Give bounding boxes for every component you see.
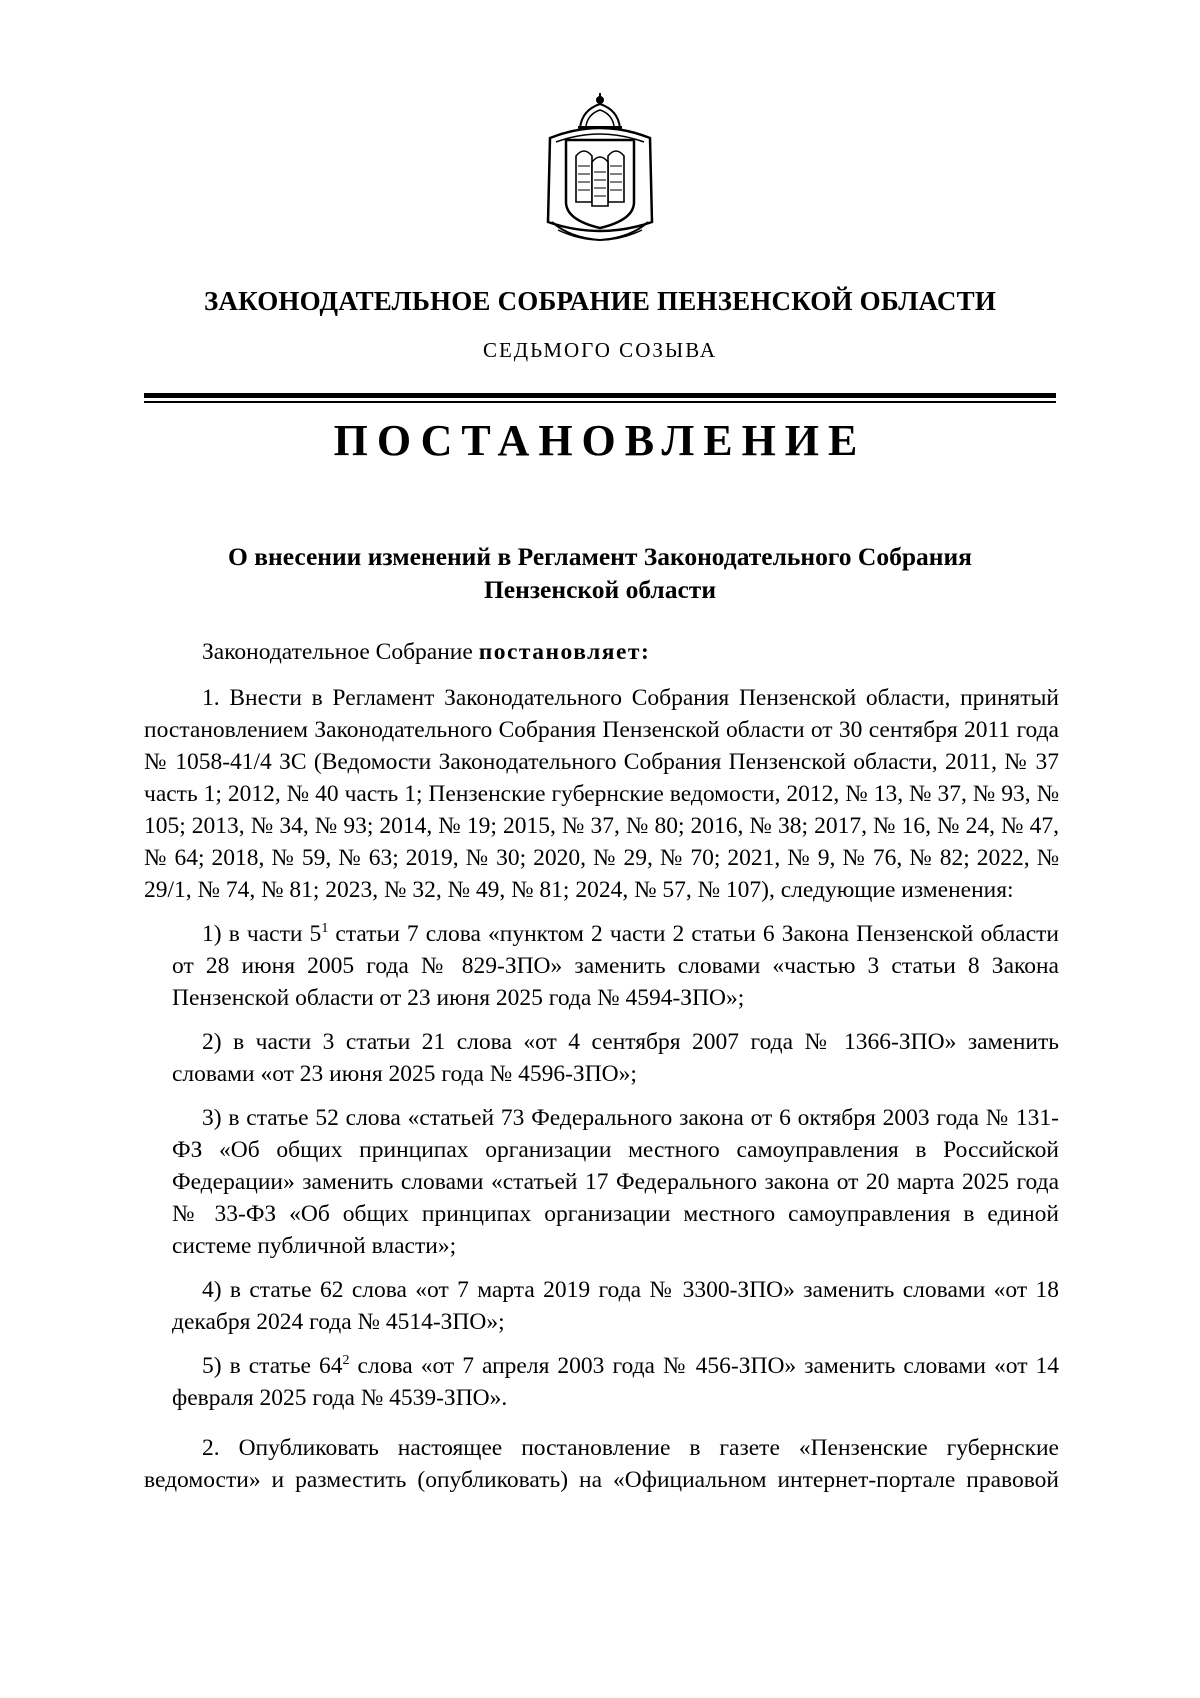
item-2: 2. Опубликовать настоящее постановление в газете «Пензенские губернские ведомости» и разместить (опубликовать) на «Официальном интернет-портале правовой xyxy=(144,1435,1059,1493)
subitem-2: 2) в части 3 статьи 21 слова «от 4 сентября 2007 года № 1366-ЗПО» заменить словами «от 23 июня 2025 года № 4596-ЗПО»; xyxy=(172,1029,1059,1087)
subitem-1 xyxy=(172,918,1059,1014)
document-body xyxy=(144,636,1059,1508)
subitem-5-pre: 5) в статье 64 xyxy=(202,1353,343,1379)
header-divider-thick xyxy=(144,393,1056,398)
subitem-1-pre: 1) в части 5 xyxy=(202,921,322,947)
subitem-1-sup: 1 xyxy=(321,921,329,936)
org-title: ЗАКОНОДАТЕЛЬНОЕ СОБРАНИЕ ПЕНЗЕНСКОЙ ОБЛАСТИ xyxy=(203,286,997,316)
document-type-title: ПОСТАНОВЛЕНИЕ xyxy=(333,416,867,465)
document-subject-line1: О внесении изменений в Регламент Законодательного Собрания xyxy=(228,542,972,571)
subitem-3: 3) в статье 52 слова «статьей 73 Федерального закона от 6 октября 2003 года № 131-ФЗ «Об общих принципах организации местного самоуправления в Российской Федерации» заменить словами «статьей 17 Федерального закона от 20 марта 2025 года № 33-ФЗ «Об общих принципах организации местного самоуправления в единой системе публичной власти»; xyxy=(172,1105,1059,1259)
subitem-5-post: слова «от 7 апреля 2003 года № 456-ЗПО» заменить словами «от 14 февраля 2025 года № 4539-ЗПО». xyxy=(172,1353,1059,1411)
preamble xyxy=(144,636,1059,668)
document-subject xyxy=(160,540,1040,606)
preamble-text: Законодательное Собрание xyxy=(202,639,479,665)
subitem-1-post: статьи 7 слова «пунктом 2 части 2 статьи 6 Закона Пензенской области от 28 июня 2005 года № 829-ЗПО» заменить словами «частью 3 статьи 8 Закона Пензенской области от 23 июня 2025 года № 4594-ЗПО»; xyxy=(172,921,1059,1011)
subitem-5-sup: 2 xyxy=(342,1353,350,1368)
subitem-5 xyxy=(172,1350,1059,1414)
header-divider-thin xyxy=(144,401,1056,403)
item-1: 1. Внести в Регламент Законодательного Собрания Пензенской области, принятый постановлением Законодательного Собрания Пензенской области от 30 сентября 2011 года № 1058-41/4 ЗС (Ведомости Законодательного Собрания Пензенской области, 2011, № 37 часть 1; 2012, № 40 часть 1; Пензенские губернские ведомости, 2012, № 13, № 37, № 93, № 105; 2013, № 34, № 93; 2014, № 19; 2015, № 37, № 80; 2016, № 38; 2017, № 16, № 24, № 47, № 64; 2018, № 59, № 63; 2019, № 30; 2020, № 29, № 70; 2021, № 9, № 76, № 82; 2022, № 29/1, № 74, № 81; 2023, № 32, № 49, № 81; 2024, № 57, № 107), следующие изменения: xyxy=(144,685,1059,903)
subitem-4: 4) в статье 62 слова «от 7 марта 2019 года № 3300-ЗПО» заменить словами «от 18 декабря 2024 года № 4514-ЗПО»; xyxy=(172,1277,1059,1335)
preamble-emphasis: постановляет: xyxy=(478,639,651,665)
document-subject-line2: Пензенской области xyxy=(483,575,717,604)
convocation-label: СЕДЬМОГО СОЗЫВА xyxy=(482,338,718,362)
pensa-coat-of-arms-icon xyxy=(540,90,660,248)
